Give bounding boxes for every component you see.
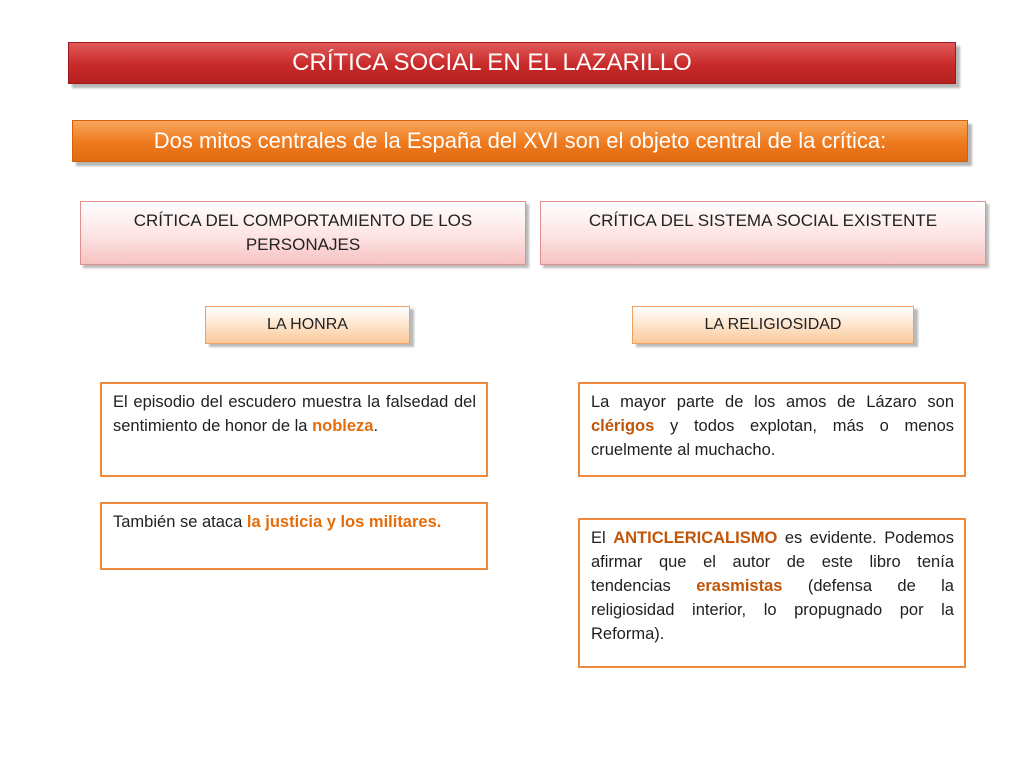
text-box-escudero: [100, 382, 488, 477]
escudero-text-end: .: [373, 417, 379, 435]
text-box-anticlericalismo: [578, 518, 966, 668]
category-social-system-critique: [540, 201, 986, 265]
anticlericalismo-highlight: ANTICLERICALISMO: [613, 529, 778, 547]
escudero-highlight: nobleza: [312, 417, 374, 435]
anticlericalismo-text-end: (defensa de la religiosidad interior, lo propugnado por la Reforma).: [591, 577, 954, 643]
escudero-text: El episodio del escudero muestra la falsedad del sentimiento de honor de la: [113, 393, 476, 435]
text-box-justicia: [100, 502, 488, 570]
amos-highlight: clérigos: [591, 417, 655, 435]
label-honra-text: LA HONRA: [267, 316, 348, 333]
label-honra: [205, 306, 410, 344]
category-behaviour-critique: [80, 201, 526, 265]
erasmistas-highlight: erasmistas: [696, 577, 783, 595]
anticlericalismo-text-mid: es evidente. Podemos afirmar que el autor de este libro tenía tendencias: [591, 529, 954, 595]
slide-title-text: CRÍTICA SOCIAL EN EL LAZARILLO: [292, 49, 692, 76]
amos-text-end: y todos explotan, más o menos cruelmente al muchacho.: [591, 417, 954, 459]
justicia-highlight: la justicia y los militares.: [246, 513, 442, 531]
label-religiosidad-text: LA RELIGIOSIDAD: [704, 316, 842, 333]
slide-subtitle-text: Dos mitos centrales de la España del XVI son el objeto central de la crítica:: [153, 128, 887, 153]
label-religiosidad: [632, 306, 914, 344]
justicia-text: También se ataca: [113, 513, 247, 531]
category-social-system-label: CRÍTICA DEL SISTEMA SOCIAL EXISTENTE: [588, 211, 938, 230]
text-box-amos: [578, 382, 966, 477]
slide-subtitle: [72, 120, 968, 162]
slide-title: [68, 42, 956, 84]
anticlericalismo-text: El: [591, 529, 614, 547]
category-behaviour-label: CRÍTICA DEL COMPORTAMIENTO DE LOS PERSONAJES: [133, 211, 473, 254]
amos-text: La mayor parte de los amos de Lázaro son: [591, 393, 954, 411]
